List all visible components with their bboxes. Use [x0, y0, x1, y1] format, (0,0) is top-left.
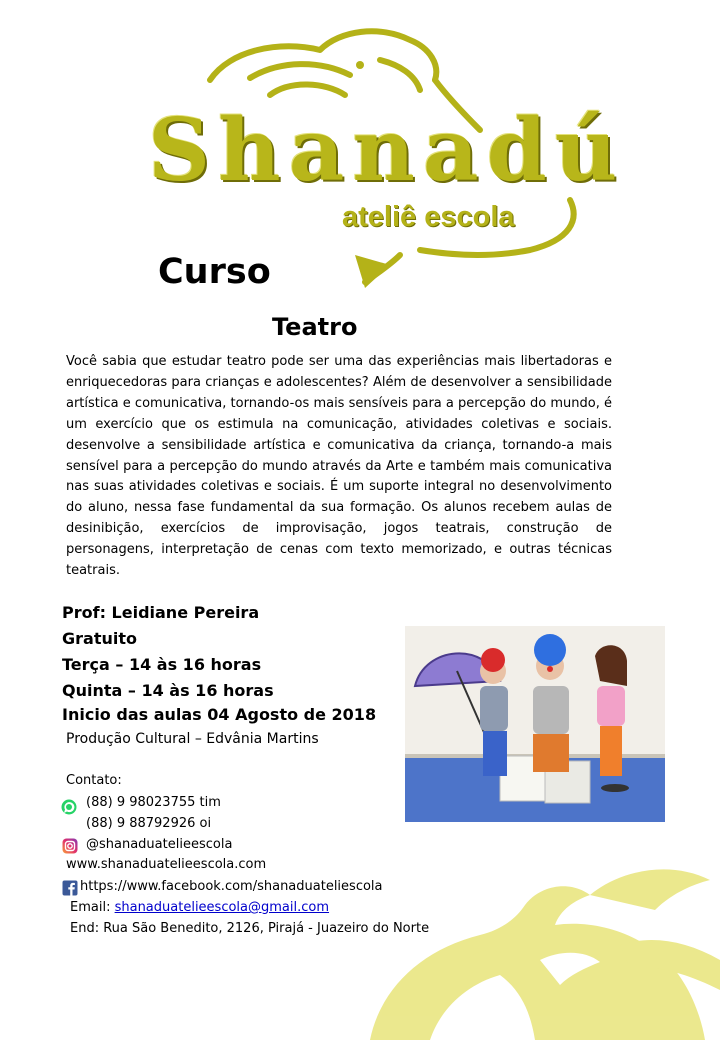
production-credit: Produção Cultural – Edvânia Martins: [66, 731, 319, 747]
facebook-icon: [62, 880, 78, 896]
brand-subtitle: ateliê escola: [342, 201, 515, 233]
theatre-photo: [405, 626, 665, 822]
email-link[interactable]: shanaduatelieescola@gmail.com: [114, 900, 330, 915]
email-label: Email:: [70, 900, 115, 915]
lion-watermark-icon: [290, 850, 720, 1040]
page-title: Curso: [158, 252, 271, 292]
price-label: Gratuito: [62, 629, 137, 648]
course-title: Teatro: [272, 313, 358, 341]
course-description: Você sabia que estudar teatro pode ser uma das experiências mais libertadoras e enriquecedoras para crianças e adolescentes? Além de desenvolver a sensibilidade artística e comunicativa, tornando-os mais sensíveis para a percepção do mundo, é um exercício que os estimula na comunicação, atividades coletivas e sociais. desenvolve a sensibilidade artística e comunicativa da criança, tornando-a mais sensível para a percepção do mundo através da Arte e também mais comunicativa nas suas atividades coletivas e sociais. É um suporte integral no desenvolvimento do aluno, nessa fase fundamental da sua formação. Os alunos recebem aulas de desinibição, exercícios de improvisação, jogos teatrais, construção de personagens, interpretação de cenas com texto memorizado, e outras técnicas teatrais.: [66, 354, 612, 579]
start-date: Inicio das aulas 04 Agosto de 2018: [62, 705, 377, 724]
contact-label: Contato:: [66, 773, 122, 788]
teacher-name: Prof: Leidiane Pereira: [62, 603, 260, 622]
brand-logo-text: Shanadú: [148, 100, 626, 201]
website-link[interactable]: www.shanaduatelieescola.com: [66, 857, 267, 872]
instagram-handle: @shanaduatelieescola: [86, 837, 233, 852]
instagram-icon: [62, 838, 78, 854]
facebook-link[interactable]: https://www.facebook.com/shanaduateliescola: [80, 879, 383, 894]
phone-oi: (88) 9 88792926 oi: [86, 816, 212, 831]
whatsapp-icon: [61, 799, 77, 815]
schedule-tuesday: Terça – 14 às 16 horas: [62, 655, 262, 674]
schedule-thursday: Quinta – 14 às 16 horas: [62, 681, 274, 700]
phone-tim: (88) 9 98023755 tim: [86, 795, 221, 810]
address: End: Rua São Benedito, 2126, Pirajá - Juazeiro do Norte: [70, 921, 430, 936]
